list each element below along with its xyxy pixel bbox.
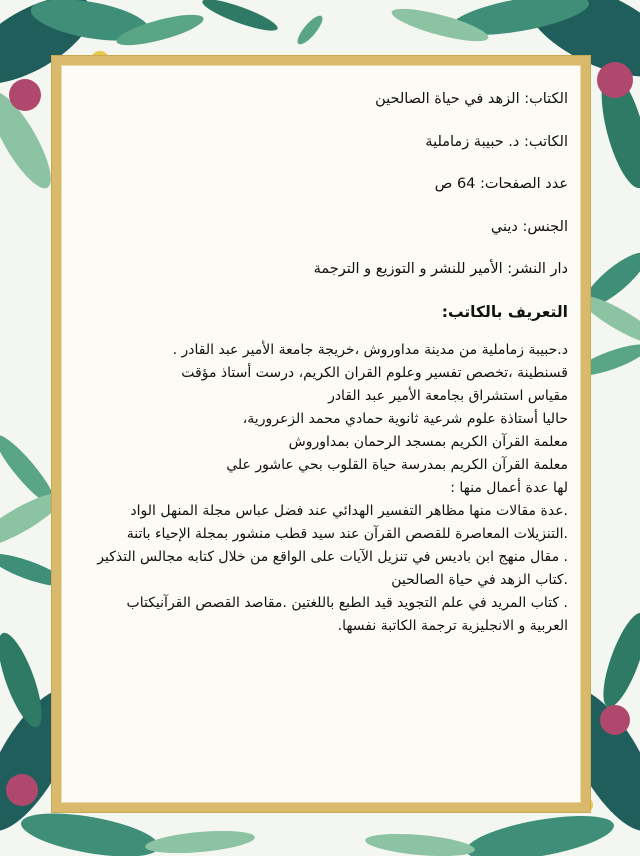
bio-line: . مقال منهج ابن باديس في تنزيل الآيات على الواقع من خلال كتابه مجالس التذكير <box>97 548 568 565</box>
bio-line: مقياس استشراق بجامعة الأمير عبد القادر <box>328 387 568 404</box>
book-author-line: الكاتب: د. حبيبة زماملية <box>425 133 568 150</box>
book-pages-line: عدد الصفحات: 64 ص <box>434 176 568 192</box>
bio-line: معلمة القرآن الكريم بمسجد الرحمان بمداوروش <box>288 433 568 450</box>
book-info-card <box>70 74 572 794</box>
book-publisher-line: دار النشر: الأمير للنشر و التوزيع و الترجمة <box>313 261 568 277</box>
author-bio-heading: التعريف بالكاتب: <box>441 302 568 321</box>
bio-line: معلمة القرآن الكريم بمدرسة حياة القلوب بحي عاشور علي <box>226 456 568 473</box>
bio-line: العربية و الانجليزية ترجمة الكاتبة نفسها. <box>337 617 568 634</box>
bio-line: قسنطينة ،تخصص تفسير وعلوم القران الكريم، درست أستاذ مؤقت <box>181 364 568 381</box>
book-genre-line: الجنس: ديني <box>490 218 568 235</box>
bio-line: .كتاب الزهد في حياة الصالحين <box>391 571 568 588</box>
bio-line: لها عدة أعمال منها : <box>450 479 568 496</box>
bio-line: حاليا أستاذة علوم شرعية ثانوية حمادي محمد الزعرورية، <box>242 410 568 427</box>
bio-line: د.حبيبة زماملية من مدينة مداوروش ،خريجة جامعة الأمير عبد القادر . <box>172 341 568 358</box>
bio-line: . كتاب المريد في علم التجويد قيد الطبع باللغتين .مقاصد القصص القرآنيكتاب <box>126 594 568 611</box>
book-title-line: الكتاب: الزهد في حياة الصالحين <box>375 91 568 107</box>
bio-line: .عدة مقالات منها مظاهر التفسير الهدائي عند فضل عباس مجلة المنهل الواد <box>130 502 568 519</box>
bio-line: .التنزيلات المعاصرة للقصص القرآن عند سيد قطب منشور بمجلة الإحياء باتنة <box>126 525 568 542</box>
